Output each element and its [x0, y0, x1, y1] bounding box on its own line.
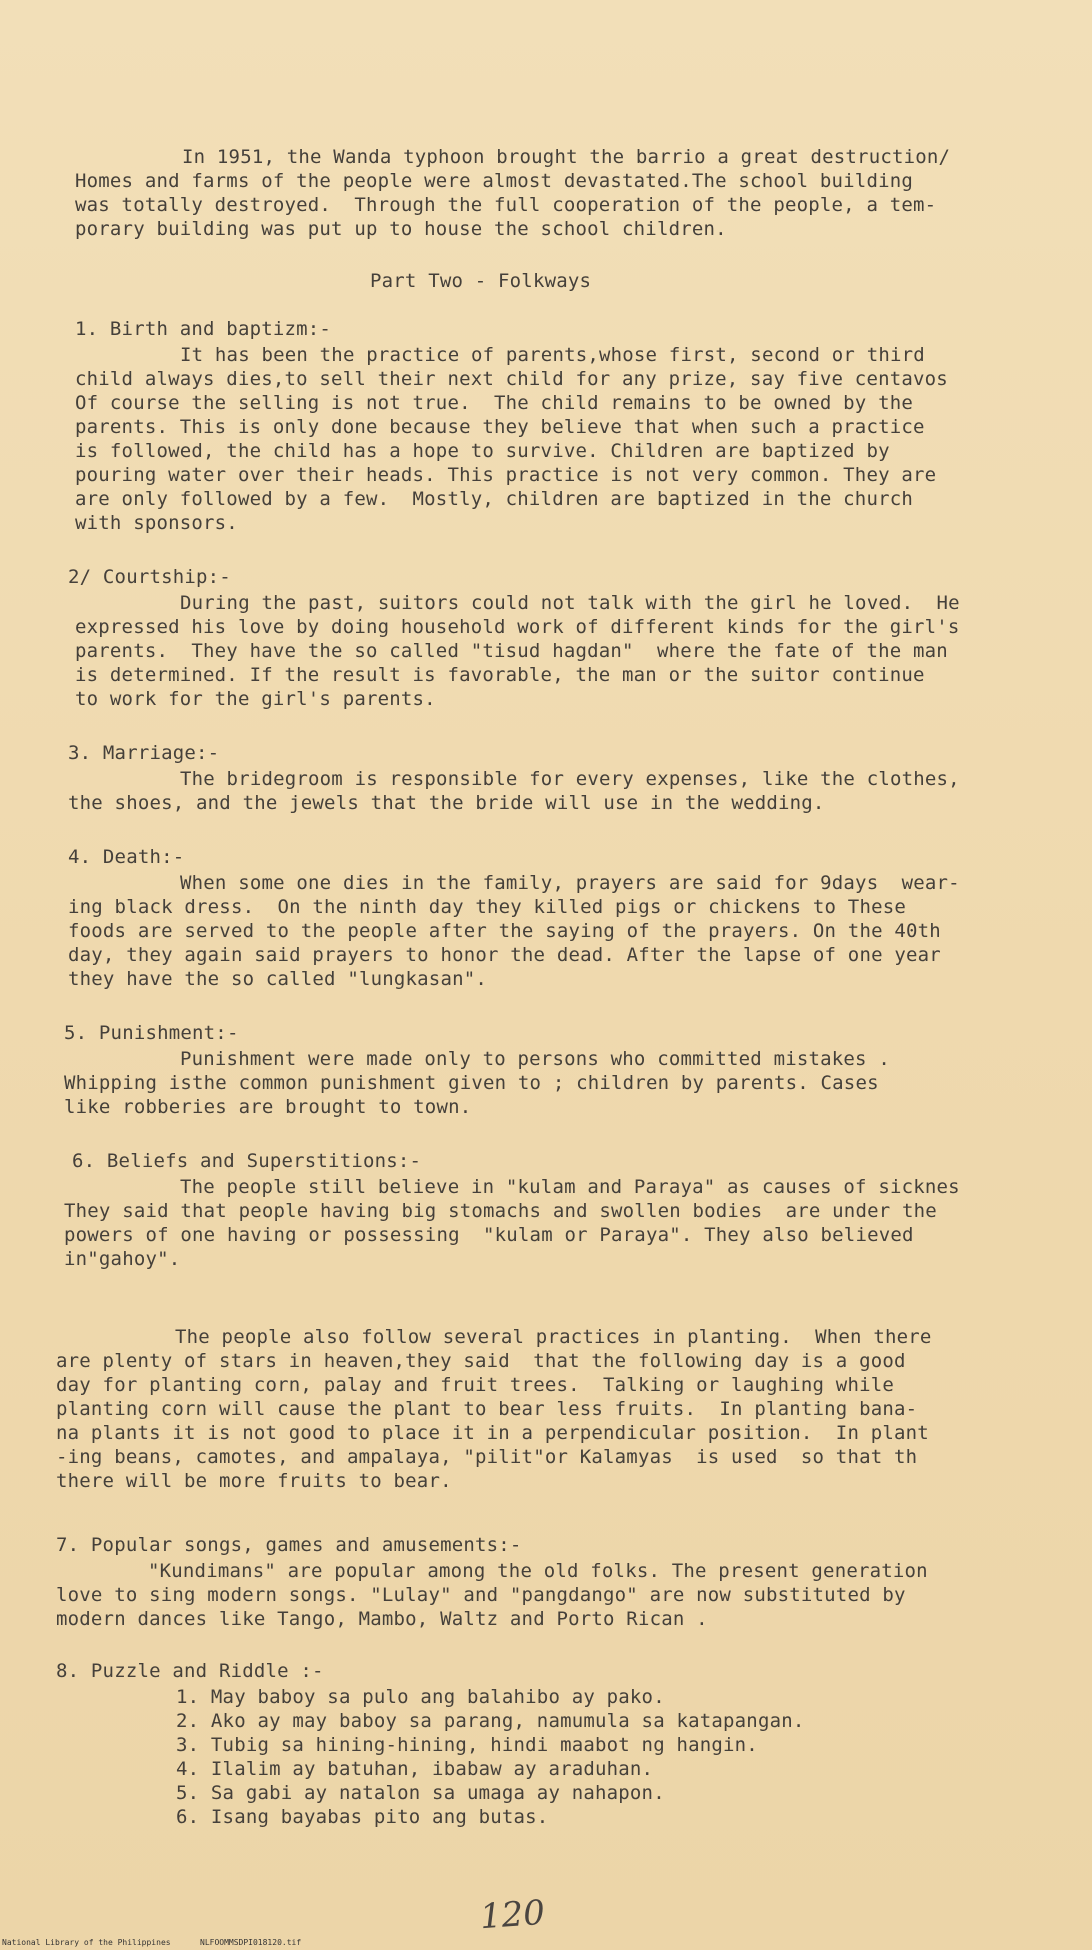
section-4-line-2: ing black dress. On the ninth day they killed pigs or chickens to These	[68, 896, 907, 918]
section-7-line-3: modern dances like Tango, Mambo, Waltz and Porto Rican .	[56, 1608, 708, 1630]
riddle-item-6: 6. Isang bayabas pito ang butas.	[176, 1806, 549, 1828]
section-6-heading: 6. Beliefs and Superstitions:-	[72, 1150, 422, 1172]
riddle-item-2: 2. Ako ay may baboy sa parang, namumula sa katapangan.	[176, 1710, 805, 1732]
section-5-line-1: Punishment were made only to persons who committed mistakes .	[180, 1048, 890, 1070]
section-4-line-5: they have the so called "lungkasan".	[68, 968, 488, 990]
riddle-item-3: 3. Tubig sa hining-hining, hindi maabot ng hangin.	[176, 1734, 758, 1756]
section-3-line-1: The bridegroom is responsible for every expenses, like the clothes,	[180, 768, 960, 790]
intro-line-3: was totally destroyed. Through the full cooperation of the people, a tem-	[75, 194, 937, 216]
section-6b-line-7: there will be more fruits to bear.	[56, 1470, 452, 1492]
section-8-heading: 8. Puzzle and Riddle :-	[56, 1660, 324, 1682]
section-2-line-4: is determined. If the result is favorable, the man or the suitor continue	[75, 664, 925, 686]
section-7-line-2: love to sing modern songs. "Lulay" and "pangdango" are now substituted by	[56, 1584, 906, 1606]
riddle-item-4: 4. Ilalim ay batuhan, ibabaw ay araduhan.	[176, 1758, 654, 1780]
section-3-heading: 3. Marriage:-	[68, 742, 220, 764]
section-5-heading: 5. Punishment:-	[64, 1022, 239, 1044]
section-1-line-6: pouring water over their heads. This practice is not very common. They are	[75, 464, 937, 486]
section-5-line-2: Whipping isthe common punishment given to ; children by parents. Cases	[64, 1072, 879, 1094]
section-6b-line-1: The people also follow several practices in planting. When there	[175, 1326, 932, 1348]
section-1-heading: 1. Birth and baptizm:-	[75, 318, 332, 340]
section-2-heading: 2/ Courtship:-	[68, 566, 231, 588]
section-1-line-5: is followed, the child has a hope to survive. Children are baptized by	[75, 440, 890, 462]
part-title: Part Two - Folkways	[370, 270, 592, 292]
page-number: 120	[478, 1892, 547, 1938]
section-6-line-4: in"gahoy".	[64, 1248, 181, 1270]
section-1-line-4: parents. This is only done because they believe that when such a practice	[75, 416, 925, 438]
scan-footer	[0, 1936, 1092, 1950]
section-1-line-1: It has been the practice of parents,whose first, second or third	[180, 344, 925, 366]
section-3-line-2: the shoes, and the jewels that the bride will use in the wedding.	[68, 792, 825, 814]
section-6-line-2: They said that people having big stomachs and swollen bodies are under the	[64, 1200, 937, 1222]
section-6b-line-4: planting corn will cause the plant to bear less fruits. In planting bana-	[56, 1398, 918, 1420]
section-7-heading: 7. Popular songs, games and amusements:-	[56, 1534, 522, 1556]
section-4-line-4: day, they again said prayers to honor the dead. After the lapse of one year	[68, 944, 941, 966]
section-6b-line-3: day for planting corn, palay and fruit trees. Talking or laughing while	[56, 1374, 895, 1396]
footer-library-name: National Library of the Philippines	[2, 1938, 171, 1947]
intro-line-2: Homes and farms of the people were almost devastated.The school building	[75, 170, 914, 192]
section-4-line-3: foods are served to the people after the saying of the prayers. On the 40th	[68, 920, 941, 942]
riddle-item-1: 1. May baboy sa pulo ang balahibo ay pako.	[176, 1686, 665, 1708]
section-1-line-7: are only followed by a few. Mostly, children are baptized in the church	[75, 488, 914, 510]
section-2-line-5: to work for the girl's parents.	[75, 688, 436, 710]
section-7-line-1: "Kundimans" are popular among the old folks. The present generation	[148, 1560, 928, 1582]
section-1-line-3: Of course the selling is not true. The child remains to be owned by the	[75, 392, 914, 414]
section-2-line-1: During the past, suitors could not talk with the girl he loved. He	[180, 592, 960, 614]
intro-line-1: In 1951, the Wanda typhoon brought the barrio a great destruction/	[182, 146, 951, 168]
footer-file-name: NLFOOMMSDPI018120.tif	[200, 1938, 302, 1947]
section-4-heading: 4. Death:-	[68, 846, 185, 868]
section-6b-line-6: -ing beans, camotes, and ampalaya, "pilit"or Kalamyas is used so that th	[56, 1446, 918, 1468]
intro-line-4: porary building was put up to house the school children.	[75, 218, 727, 240]
section-1-line-8: with sponsors.	[75, 512, 238, 534]
section-6-line-1: The people still believe in "kulam and Paraya" as causes of sicknes	[180, 1176, 960, 1198]
section-6b-line-2: are plenty of stars in heaven,they said that the following day is a good	[56, 1350, 906, 1372]
section-6b-line-5: na plants it is not good to place it in a perpendicular position. In plant	[56, 1422, 929, 1444]
section-1-line-2: child always dies,to sell their next child for any prize, say five centavos	[75, 368, 948, 390]
riddle-item-5: 5. Sa gabi ay natalon sa umaga ay nahapon.	[176, 1782, 665, 1804]
section-2-line-3: parents. They have the so called "tisud hagdan" where the fate of the man	[75, 640, 948, 662]
section-5-line-3: like robberies are brought to town.	[64, 1096, 472, 1118]
section-4-line-1: When some one dies in the family, prayers are said for 9days wear-	[180, 872, 960, 894]
section-6-line-3: powers of one having or possessing "kulam or Paraya". They also believed	[64, 1224, 914, 1246]
section-2-line-2: expressed his love by doing household work of different kinds for the girl's	[75, 616, 960, 638]
